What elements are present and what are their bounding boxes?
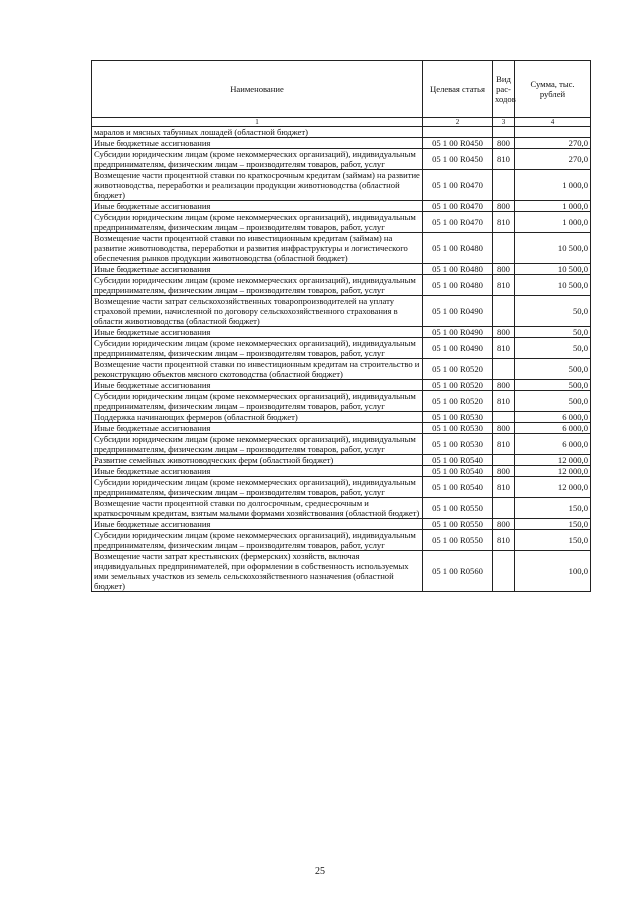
table-row (92, 530, 591, 551)
row-target-code: 05 1 00 R0540 (423, 477, 493, 498)
row-target-code: 05 1 00 R0530 (423, 434, 493, 455)
page-number: 25 (315, 866, 325, 877)
row-name: Субсидии юридическим лицам (кроме некоммерческих организаций), индивидуальным предпринимателям, физическим лицам – производителям товаров, работ, услуг (92, 149, 423, 170)
table-row (92, 551, 591, 592)
row-sum: 50,0 (515, 296, 591, 327)
row-sum: 50,0 (515, 327, 591, 338)
table-row (92, 455, 591, 466)
table-row (92, 338, 591, 359)
row-expense-type: 800 (493, 380, 515, 391)
row-name: Субсидии юридическим лицам (кроме некоммерческих организаций), индивидуальным предпринимателям, физическим лицам – производителям товаров, работ, услуг (92, 391, 423, 412)
table-row (92, 519, 591, 530)
row-target-code: 05 1 00 R0520 (423, 359, 493, 380)
row-sum: 10 500,0 (515, 264, 591, 275)
row-expense-type: 800 (493, 519, 515, 530)
row-target-code: 05 1 00 R0530 (423, 423, 493, 434)
row-expense-type (493, 127, 515, 138)
row-sum: 1 000,0 (515, 170, 591, 201)
row-target-code: 05 1 00 R0550 (423, 498, 493, 519)
row-name: Субсидии юридическим лицам (кроме некоммерческих организаций), индивидуальным предпринимателям, физическим лицам – производителям товаров, работ, услуг (92, 212, 423, 233)
table-row (92, 391, 591, 412)
row-name: Возмещение части затрат сельскохозяйственных товаропроизводителей на уплату страховой премии, начисленной по договору сельскохозяйственного страхования в области животноводства (областной бюджет) (92, 296, 423, 327)
row-sum: 1 000,0 (515, 212, 591, 233)
row-sum: 270,0 (515, 138, 591, 149)
row-target-code: 05 1 00 R0490 (423, 296, 493, 327)
row-name: Иные бюджетные ассигнования (92, 519, 423, 530)
table-row (92, 127, 591, 138)
row-sum (515, 127, 591, 138)
row-name: Возмещение части затрат крестьянских (фермерских) хозяйств, включая индивидуальных предпринимателей, при оформлении в собственность используемых ими земельных участков из земель сельскохозяйственного назначения (областной бюджет) (92, 551, 423, 592)
table-row (92, 423, 591, 434)
row-target-code: 05 1 00 R0470 (423, 212, 493, 233)
row-expense-type (493, 455, 515, 466)
row-sum: 1 000,0 (515, 201, 591, 212)
row-expense-type (493, 359, 515, 380)
row-sum: 12 000,0 (515, 477, 591, 498)
table-row (92, 275, 591, 296)
row-name: Иные бюджетные ассигнования (92, 327, 423, 338)
row-expense-type (493, 296, 515, 327)
row-target-code: 05 1 00 R0450 (423, 149, 493, 170)
row-target-code (423, 127, 493, 138)
column-number: 2 (423, 118, 493, 127)
table-header (92, 61, 591, 127)
row-expense-type: 810 (493, 149, 515, 170)
table-row (92, 434, 591, 455)
row-expense-type: 810 (493, 391, 515, 412)
row-name: Иные бюджетные ассигнования (92, 380, 423, 391)
row-target-code: 05 1 00 R0480 (423, 264, 493, 275)
row-expense-type: 810 (493, 477, 515, 498)
row-name: Субсидии юридическим лицам (кроме некоммерческих организаций), индивидуальным предпринимателям, физическим лицам – производителям товаров, работ, услуг (92, 338, 423, 359)
column-number: 4 (515, 118, 591, 127)
row-expense-type: 800 (493, 423, 515, 434)
row-name: Иные бюджетные ассигнования (92, 466, 423, 477)
row-expense-type: 810 (493, 275, 515, 296)
table-row (92, 264, 591, 275)
row-target-code: 05 1 00 R0520 (423, 380, 493, 391)
row-name: маралов и мясных табунных лошадей (областной бюджет) (92, 127, 423, 138)
row-expense-type (493, 498, 515, 519)
row-name: Возмещение части процентной ставки по инвестиционным кредитам (займам) на развитие животноводства, переработки и развития инфраструктуры и логистического обеспечения рынков продукции животноводства (областной бюджет) (92, 233, 423, 264)
row-sum: 150,0 (515, 530, 591, 551)
table-row (92, 466, 591, 477)
row-expense-type (493, 412, 515, 423)
row-expense-type: 800 (493, 327, 515, 338)
table-row (92, 170, 591, 201)
table-row (92, 327, 591, 338)
table-row (92, 412, 591, 423)
row-sum: 6 000,0 (515, 434, 591, 455)
row-sum: 12 000,0 (515, 455, 591, 466)
row-expense-type: 800 (493, 264, 515, 275)
table-row (92, 233, 591, 264)
row-name: Иные бюджетные ассигнования (92, 423, 423, 434)
row-expense-type: 800 (493, 138, 515, 149)
row-name: Иные бюджетные ассигнования (92, 138, 423, 149)
header-type: Вид рас-ходов (493, 61, 515, 118)
row-target-code: 05 1 00 R0480 (423, 275, 493, 296)
row-sum: 6 000,0 (515, 423, 591, 434)
row-name: Возмещение части процентной ставки по краткосрочным кредитам (займам) на развитие животноводства, переработки и реализации продукции животноводства (областной бюджет) (92, 170, 423, 201)
row-name: Поддержка начинающих фермеров (областной бюджет) (92, 412, 423, 423)
row-target-code: 05 1 00 R0470 (423, 170, 493, 201)
row-target-code: 05 1 00 R0550 (423, 519, 493, 530)
row-expense-type: 810 (493, 434, 515, 455)
table-row (92, 380, 591, 391)
budget-table (91, 60, 591, 592)
row-expense-type (493, 551, 515, 592)
row-expense-type (493, 233, 515, 264)
row-name: Возмещение части процентной ставки по инвестиционным кредитам на строительство и реконструкцию объектов мясного скотоводства (областной бюджет) (92, 359, 423, 380)
row-name: Субсидии юридическим лицам (кроме некоммерческих организаций), индивидуальным предпринимателям, физическим лицам – производителям товаров, работ, услуг (92, 530, 423, 551)
row-expense-type: 800 (493, 466, 515, 477)
row-target-code: 05 1 00 R0450 (423, 138, 493, 149)
row-expense-type: 810 (493, 530, 515, 551)
row-target-code: 05 1 00 R0480 (423, 233, 493, 264)
table-row (92, 138, 591, 149)
row-target-code: 05 1 00 R0550 (423, 530, 493, 551)
table-row (92, 149, 591, 170)
header-name: Наименование (92, 61, 423, 118)
row-sum: 12 000,0 (515, 466, 591, 477)
row-target-code: 05 1 00 R0490 (423, 327, 493, 338)
row-sum: 150,0 (515, 519, 591, 530)
header-sum: Сумма, тыс. рублей (515, 61, 591, 118)
row-sum: 6 000,0 (515, 412, 591, 423)
column-numbers-row (92, 118, 591, 127)
row-name: Развитие семейных животноводческих ферм (областной бюджет) (92, 455, 423, 466)
row-sum: 500,0 (515, 380, 591, 391)
table-row (92, 212, 591, 233)
row-name: Субсидии юридическим лицам (кроме некоммерческих организаций), индивидуальным предпринимателям, физическим лицам – производителям товаров, работ, услуг (92, 275, 423, 296)
column-number: 1 (92, 118, 423, 127)
row-sum: 500,0 (515, 359, 591, 380)
row-target-code: 05 1 00 R0470 (423, 201, 493, 212)
column-number: 3 (493, 118, 515, 127)
row-target-code: 05 1 00 R0540 (423, 455, 493, 466)
table-row (92, 359, 591, 380)
row-name: Иные бюджетные ассигнования (92, 264, 423, 275)
row-expense-type: 810 (493, 338, 515, 359)
row-target-code: 05 1 00 R0490 (423, 338, 493, 359)
row-name: Субсидии юридическим лицам (кроме некоммерческих организаций), индивидуальным предпринимателям, физическим лицам – производителям товаров, работ, услуг (92, 477, 423, 498)
table-row (92, 498, 591, 519)
row-target-code: 05 1 00 R0560 (423, 551, 493, 592)
table-row (92, 201, 591, 212)
row-name: Возмещение части процентной ставки по долгосрочным, среднесрочным и краткосрочным кредитам, взятым малыми формами хозяйствования (областной бюджет) (92, 498, 423, 519)
row-target-code: 05 1 00 R0520 (423, 391, 493, 412)
row-expense-type: 800 (493, 201, 515, 212)
row-sum: 100,0 (515, 551, 591, 592)
table-row (92, 296, 591, 327)
row-sum: 500,0 (515, 391, 591, 412)
header-code: Целевая статья (423, 61, 493, 118)
row-expense-type: 810 (493, 212, 515, 233)
row-sum: 10 500,0 (515, 275, 591, 296)
row-name: Иные бюджетные ассигнования (92, 201, 423, 212)
row-target-code: 05 1 00 R0540 (423, 466, 493, 477)
row-sum: 270,0 (515, 149, 591, 170)
table-body (92, 127, 591, 592)
row-expense-type (493, 170, 515, 201)
row-sum: 10 500,0 (515, 233, 591, 264)
row-sum: 150,0 (515, 498, 591, 519)
row-sum: 50,0 (515, 338, 591, 359)
row-target-code: 05 1 00 R0530 (423, 412, 493, 423)
row-name: Субсидии юридическим лицам (кроме некоммерческих организаций), индивидуальным предпринимателям, физическим лицам – производителям товаров, работ, услуг (92, 434, 423, 455)
table-row (92, 477, 591, 498)
